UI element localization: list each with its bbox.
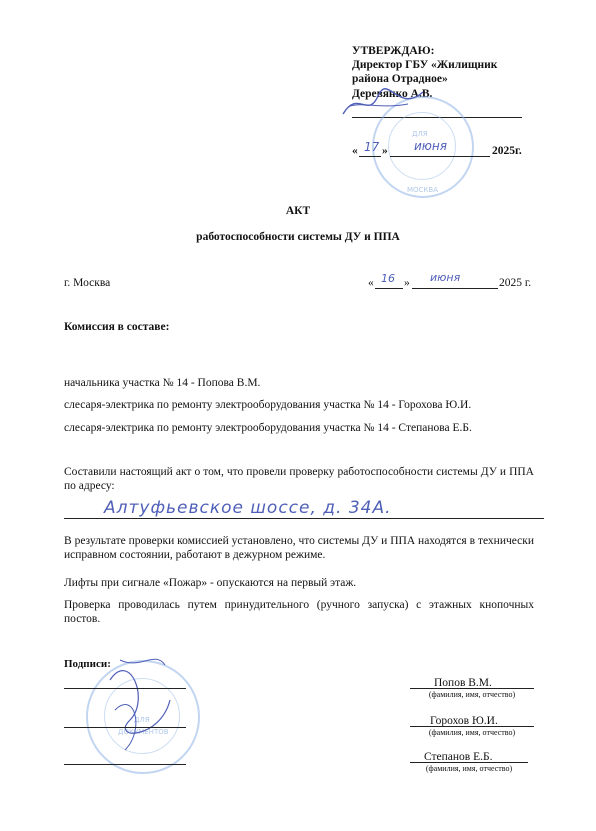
commission-stamp-word-mid: ДОКУМЕНТОВ bbox=[118, 728, 169, 736]
act-date-day: 16 bbox=[381, 272, 395, 285]
signer-line-2 bbox=[410, 726, 534, 727]
result-paragraph: В результате проверки комиссией установлено, что системы ДУ и ППА находятся в технически исправном состоянии, работают в дежурном режиме. bbox=[64, 535, 534, 561]
signer-line-1 bbox=[410, 688, 534, 689]
signer-name: Попов В.М. bbox=[434, 677, 492, 689]
signer-name: Горохов Ю.И. bbox=[430, 715, 498, 727]
commission-stamp-word-top: ДЛЯ bbox=[134, 716, 150, 724]
address-line bbox=[64, 518, 544, 519]
act-date-close: » bbox=[404, 277, 410, 289]
page-subtitle: работоспособности системы ДУ и ППА bbox=[196, 231, 400, 243]
signature-line-3 bbox=[64, 764, 186, 765]
signer-line-3 bbox=[410, 762, 528, 763]
approval-date-year: 2025г. bbox=[492, 145, 522, 157]
city: г. Москва bbox=[64, 277, 111, 289]
commission-heading: Комиссия в составе: bbox=[64, 321, 170, 333]
approval-director: Директор ГБУ «Жилищник bbox=[352, 59, 498, 71]
act-date-month-line bbox=[412, 288, 498, 289]
signer-caption: (фамилия, имя, отчество) bbox=[428, 690, 516, 699]
check-paragraph: Проверка проводилась путем принудительного (ручного запуска) с этажных кнопочных постов. bbox=[64, 599, 534, 625]
commission-member: слесаря-электрика по ремонту электрооборудования участка № 14 - Степанова Е.Б. bbox=[64, 422, 472, 434]
commission-member: начальника участка № 14 - Попова В.М. bbox=[64, 377, 261, 389]
lifts-paragraph: Лифты при сигнале «Пожар» - опускаются на первый этаж. bbox=[64, 577, 357, 589]
signature-line-1 bbox=[64, 688, 186, 689]
act-date-year: 2025 г. bbox=[499, 277, 532, 289]
approval-heading: УТВЕРЖДАЮ: bbox=[352, 45, 435, 57]
signer-caption: (фамилия, имя, отчество) bbox=[425, 764, 513, 773]
approval-date-day: 17 bbox=[364, 140, 380, 154]
intro-paragraph: Составили настоящий акт о том, что провели проверку работоспособности системы ДУ и ППА по адресу: bbox=[64, 466, 534, 492]
commission-member: слесаря-электрика по ремонту электрооборудования участка № 14 - Горохова Ю.И. bbox=[64, 399, 472, 411]
signature-line-2 bbox=[64, 727, 186, 728]
approval-stamp-word-top: ДЛЯ bbox=[412, 130, 428, 138]
approval-date-open: « bbox=[352, 145, 358, 157]
signer-caption: (фамилия, имя, отчество) bbox=[428, 728, 516, 737]
act-date-day-line bbox=[375, 288, 403, 289]
approval-date-day-line bbox=[359, 156, 381, 157]
address-handwritten: Алтуфьевское шоссе, д. 34А. bbox=[104, 498, 392, 518]
page-title: АКТ bbox=[285, 205, 311, 217]
signature-scribble-icon bbox=[100, 640, 180, 760]
approval-signature-icon bbox=[338, 84, 428, 124]
approval-date-month: июня bbox=[414, 139, 447, 153]
signatures-heading: Подписи: bbox=[64, 658, 111, 670]
approval-date-month-line bbox=[390, 156, 490, 157]
act-date-open: « bbox=[368, 277, 374, 289]
approval-date-close: » bbox=[382, 145, 388, 157]
act-date-month: июня bbox=[430, 271, 461, 284]
approval-person: Деревянко А.В. bbox=[352, 88, 433, 100]
approval-district: района Отрадное» bbox=[352, 73, 448, 85]
approval-stamp-word-bottom: МОСКВА bbox=[407, 186, 438, 194]
signer-name: Степанов Е.Б. bbox=[424, 751, 493, 763]
